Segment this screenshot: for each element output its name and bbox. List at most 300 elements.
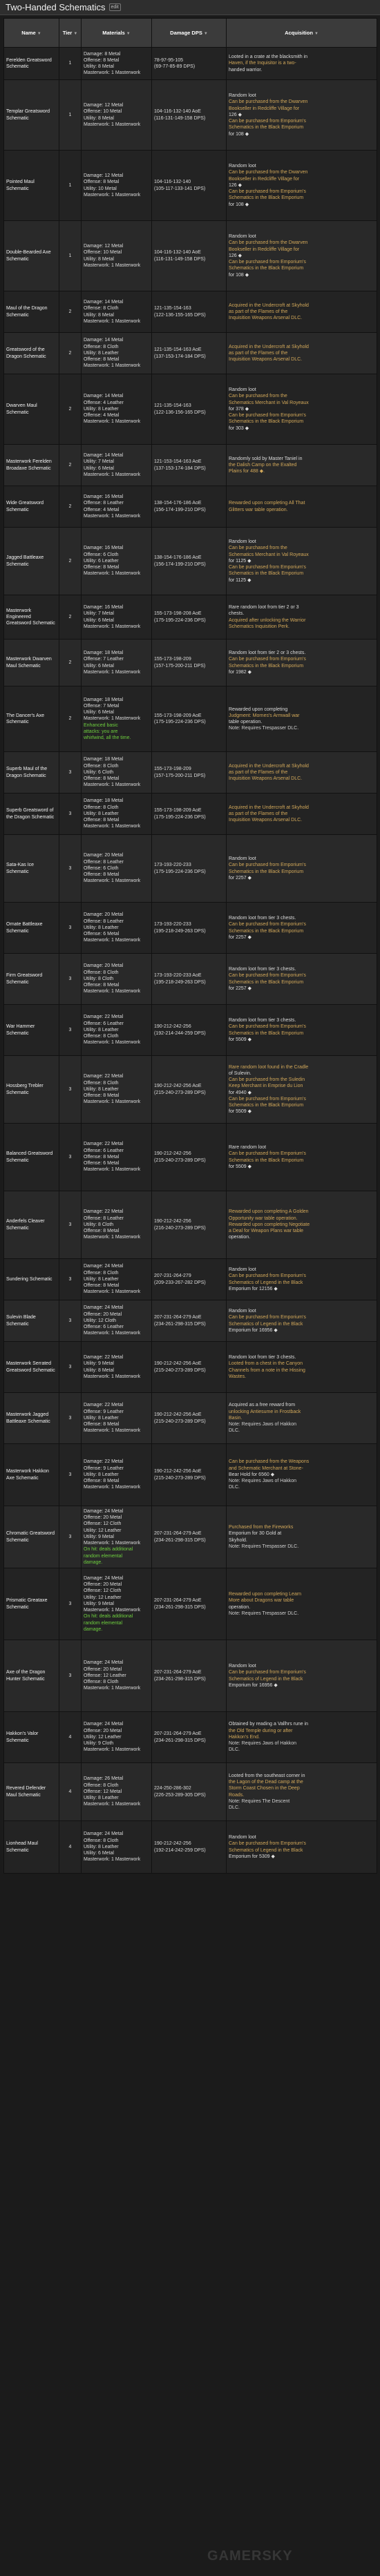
damage-line: 173-193-220-233 AoE bbox=[154, 973, 202, 979]
material-line: Masterwork: 1 Masterwork bbox=[84, 1485, 141, 1490]
material-line: On hit: deals additional bbox=[84, 1614, 133, 1619]
material-line: Offense: 8 Leather bbox=[84, 859, 124, 865]
acquisition-link[interactable]: Inquisition Weapons Arsenal DLC. bbox=[229, 316, 303, 321]
acquisition-line: for 1125 ◆ bbox=[229, 577, 251, 583]
schematic-damage bbox=[152, 48, 227, 80]
schematic-tier: 1 bbox=[59, 151, 82, 221]
material-line: Masterwork: 1 Masterwork bbox=[84, 1099, 141, 1105]
acquisition-link[interactable]: Schematics in the Black Emporium bbox=[229, 125, 304, 131]
header-materials[interactable]: Materials ▼ bbox=[82, 19, 152, 48]
schematic-damage bbox=[152, 1444, 227, 1506]
acquisition-link[interactable]: a Deal for Weapon Plans war table bbox=[229, 1229, 304, 1234]
material-line: Offense: 8 Cloth bbox=[84, 1270, 119, 1276]
schematic-damage bbox=[152, 1821, 227, 1874]
schematic-name[interactable]: Masterwork Serrated Greatsword Schematic bbox=[4, 1342, 59, 1393]
acquisition-link[interactable]: Schematics in the Black Emporium bbox=[229, 571, 304, 577]
table-row bbox=[4, 151, 377, 221]
material-line: Damage: 24 Metal bbox=[84, 1305, 124, 1311]
material-line: Utility: 10 Metal bbox=[84, 186, 117, 191]
acquisition-link[interactable]: Schematics in the Black Emporium bbox=[229, 869, 304, 874]
acquisition-link[interactable]: Schematics of Legend in the Black bbox=[229, 1676, 303, 1682]
acquisition-link[interactable]: Acquired in the Undercroft at Skyhold bbox=[229, 763, 309, 769]
material-line: Utility: 8 Leather bbox=[84, 1415, 119, 1421]
damage-line: (157-175-200-211 DPS) bbox=[154, 773, 206, 778]
damage-line: (215-240-273-289 DPS) bbox=[154, 1367, 206, 1373]
acquisition-link[interactable]: Inquisition Weapons Arsenal DLC. bbox=[229, 818, 303, 823]
material-line: Offense: 9 Leather bbox=[84, 1409, 124, 1414]
material-line: whirlwind, all the time. bbox=[84, 736, 131, 740]
material-line: Offense: 8 Metal bbox=[84, 57, 120, 63]
material-line: Damage: 22 Metal bbox=[84, 1459, 124, 1465]
damage-line: (137-153-174-184 DPS) bbox=[154, 465, 206, 471]
material-line: Utility: 7 Metal bbox=[84, 611, 114, 617]
damage-line: 190-212-242-256 AoE bbox=[154, 1084, 202, 1089]
schematic-acquisition bbox=[227, 1191, 377, 1259]
schematic-name[interactable]: Masterwork Engineered Greatsword Schematic bbox=[4, 595, 59, 640]
acquisition-line: for 108 ◆ bbox=[229, 272, 249, 278]
material-line: Damage: 16 Metal bbox=[84, 546, 124, 551]
acquisition-link[interactable]: Schematics in the Black Emporium bbox=[229, 1102, 304, 1108]
material-line: Offense: 8 Cloth bbox=[84, 306, 119, 311]
schematic-name[interactable]: Ferelden Greatsword Schematic bbox=[4, 48, 59, 80]
material-line: Utility: 9 Metal bbox=[84, 1361, 114, 1367]
schematic-materials bbox=[82, 954, 152, 1005]
acquisition-link[interactable]: Schematics Inquisition Perk. bbox=[229, 624, 289, 629]
material-line: Utility: 8 Leather bbox=[84, 1472, 119, 1477]
material-line: Masterwork: 1 Masterwork bbox=[84, 716, 141, 722]
schematic-name[interactable]: Superb Greatsword of the Dragon Schematic bbox=[4, 794, 59, 835]
schematic-name[interactable]: Sata-Kas Ice Schematic bbox=[4, 835, 59, 903]
schematic-name[interactable]: Chromatic Greatsword Schematic bbox=[4, 1506, 59, 1568]
schematic-name[interactable]: Pointed Maul Schematic bbox=[4, 151, 59, 221]
acquisition-link[interactable]: Rare random loot found in the Cradle bbox=[229, 1064, 309, 1070]
acquisition-line: for 5509 ◆ bbox=[229, 1037, 252, 1042]
acquisition-link[interactable]: Can be purchased from the Dwarven bbox=[229, 99, 308, 105]
material-line: Utility: 8 Leather bbox=[84, 1844, 119, 1849]
schematic-name[interactable]: Masterwork Jagged Battleaxe Schematic bbox=[4, 1393, 59, 1444]
header-damage[interactable]: Damage DPS ▼ bbox=[152, 19, 227, 48]
acquisition-link[interactable]: Acquired in the Undercroft at Skyhold bbox=[229, 805, 309, 810]
acquisition-link[interactable]: Acquired after unlocking the Warrior bbox=[229, 617, 306, 623]
acquisition-line: chests. bbox=[229, 611, 245, 617]
acquisition-link[interactable]: Purchased from the Fireworks bbox=[229, 1525, 294, 1530]
damage-line: (175-195-224-236 DPS) bbox=[154, 814, 206, 820]
damage-line: 173-193-220-233 bbox=[154, 922, 191, 927]
acquisition-line: for 2257 ◆ bbox=[229, 934, 252, 940]
acquisition-link[interactable]: Inquisition Weapons Arsenal DLC. bbox=[229, 776, 303, 782]
material-line: Damage: 22 Metal bbox=[84, 1355, 124, 1361]
table-row bbox=[4, 1712, 377, 1763]
table-row bbox=[4, 1005, 377, 1056]
schematic-materials bbox=[82, 151, 152, 221]
acquisition-link[interactable]: Rewarded upon completing Negotiate bbox=[229, 1222, 310, 1227]
schematic-acquisition bbox=[227, 1393, 377, 1444]
acquisition-line: DLC. bbox=[229, 1805, 240, 1810]
schematic-acquisition bbox=[227, 1300, 377, 1342]
schematic-materials bbox=[82, 1393, 152, 1444]
acquisition-line: Note: Requires The Descent bbox=[229, 1798, 290, 1804]
schematic-tier: 3 bbox=[59, 752, 82, 794]
schematic-damage bbox=[152, 1124, 227, 1191]
acquisition-link[interactable]: as part of the Flames of the bbox=[229, 350, 288, 356]
table-row bbox=[4, 48, 377, 80]
material-line: On hit: deals additional bbox=[84, 1547, 133, 1553]
acquisition-link[interactable]: Haven, if the Inquisitor is a two- bbox=[229, 61, 296, 66]
acquisition-link[interactable]: the Lagon of the Dead camp at the bbox=[229, 1780, 303, 1785]
acquisition-link[interactable]: Schematics in the Black Emporium bbox=[229, 195, 304, 201]
material-line: Offense: 7 Leather bbox=[84, 657, 124, 662]
acquisition-link[interactable]: the Old Temple during or after bbox=[229, 1728, 293, 1733]
damage-line: 190-212-242-256 bbox=[154, 1219, 191, 1224]
acquisition-link[interactable]: Inquisition Weapons Arsenal DLC. bbox=[229, 357, 303, 363]
schematic-damage bbox=[152, 1259, 227, 1300]
schematic-name[interactable]: Lionhead Maul Schematic bbox=[4, 1821, 59, 1874]
schematic-damage bbox=[152, 903, 227, 954]
sort-icon[interactable]: ▼ bbox=[126, 32, 131, 36]
acquisition-link[interactable]: Bookseller in Redcliffe Village for bbox=[229, 106, 300, 111]
material-line: Damage: 12 Metal bbox=[84, 103, 124, 108]
schematic-name[interactable]: Hakkon's Valor Schematic bbox=[4, 1712, 59, 1763]
material-line: Utility: 8 Leather bbox=[84, 350, 119, 356]
schematic-name[interactable]: Masterwork Hakkon Axe Schematic bbox=[4, 1444, 59, 1506]
acquisition-link[interactable]: Acquired in the Undercroft at Skyhold bbox=[229, 302, 309, 308]
acquisition-link[interactable]: Can be purchased from Emporium's bbox=[229, 1024, 306, 1030]
acquisition-link[interactable]: Can be purchased from Emporium's bbox=[229, 922, 306, 927]
material-line: Offense: 8 Metal bbox=[84, 1422, 120, 1428]
acquisition-link[interactable]: Can be purchased from Emporium's bbox=[229, 565, 306, 570]
schematic-name[interactable]: Anderfels Cleaver Schematic bbox=[4, 1191, 59, 1259]
schematic-name[interactable]: Maul of the Dragon Schematic bbox=[4, 291, 59, 333]
damage-line: (175-195-224-236 DPS) bbox=[154, 720, 206, 724]
schematic-name[interactable]: Sulevin Blade Schematic bbox=[4, 1300, 59, 1342]
acquisition-link[interactable]: Plains for 488 ◆. bbox=[229, 469, 265, 474]
acquisition-link[interactable]: Can be purchased from the Dwarven bbox=[229, 170, 308, 175]
material-line: Offense: 8 Metal bbox=[84, 1479, 120, 1484]
schematic-materials bbox=[82, 333, 152, 374]
schematic-tier: 3 bbox=[59, 1124, 82, 1191]
material-line: Damage: 24 Metal bbox=[84, 1832, 124, 1837]
schematic-name[interactable]: Templar Greatsword Schematic bbox=[4, 80, 59, 151]
damage-line: 121-135-154-163 AoE bbox=[154, 347, 202, 353]
acquisition-link[interactable]: Schematics in the Black Emporium bbox=[229, 663, 304, 669]
material-line: Masterwork: 1 Masterwork bbox=[84, 782, 141, 788]
schematic-acquisition bbox=[227, 333, 377, 374]
damage-line: (105-117-133-141 DPS) bbox=[154, 186, 206, 191]
acquisition-link[interactable]: Bookseller in Redcliffe Village for bbox=[229, 247, 300, 252]
damage-line: 78-97-95-105 bbox=[154, 57, 184, 63]
damage-line: 190-212-242-256 bbox=[154, 1841, 191, 1847]
material-line: Utility: 8 Cloth bbox=[84, 1222, 114, 1227]
table-row bbox=[4, 835, 377, 903]
material-line: Masterwork: 1 Masterwork bbox=[84, 878, 141, 884]
schematic-name[interactable]: Prismatic Greataxe Schematic bbox=[4, 1568, 59, 1640]
damage-line: (175-195-224-236 DPS) bbox=[154, 869, 206, 874]
damage-line: 138-154-176-186 AoE bbox=[154, 555, 202, 561]
material-line: Utility: 9 Metal bbox=[84, 1534, 114, 1539]
acquisition-link[interactable]: Rewarded upon completing All That bbox=[229, 501, 305, 506]
acquisition-link[interactable]: Can be purchased from the bbox=[229, 546, 287, 551]
acquisition-link[interactable]: unlocking Antiesume in Frostback bbox=[229, 1409, 301, 1414]
acquisition-link[interactable]: Can be purchased from Emporium's bbox=[229, 973, 306, 979]
acquisition-line: Random loot bbox=[229, 1664, 256, 1669]
schematic-name[interactable]: Double-Bearded Axe Schematic bbox=[4, 221, 59, 291]
schematic-acquisition bbox=[227, 80, 377, 151]
schematic-tier: 2 bbox=[59, 445, 82, 486]
acquisition-line: Skyhold. bbox=[229, 1537, 247, 1543]
acquisition-link[interactable]: Bookseller in Redcliffe Village for bbox=[229, 176, 300, 182]
acquisition-link[interactable]: Channels from a note in the Hissing bbox=[229, 1367, 305, 1373]
acquisition-link[interactable]: Schematics in the Black Emporium bbox=[229, 1030, 304, 1036]
material-line: Masterwork: 1 Masterwork bbox=[84, 1857, 141, 1863]
sort-icon[interactable]: ▼ bbox=[73, 32, 78, 36]
acquisition-link[interactable]: Rewarded upon completing Learn bbox=[229, 1592, 302, 1597]
acquisition-link[interactable]: Can be purchased from Emporium's bbox=[229, 1315, 306, 1320]
acquisition-link[interactable]: Schematics in the Black Emporium bbox=[229, 928, 304, 934]
material-line: Damage: 14 Metal bbox=[84, 394, 124, 399]
acquisition-link[interactable]: Can be purchased from the Dwarven bbox=[229, 240, 308, 246]
damage-line: (234-261-298-315 DPS) bbox=[154, 1738, 206, 1743]
schematic-name[interactable]: Axe of the Dragon Hunter Schematic bbox=[4, 1640, 59, 1712]
material-line: Masterwork: 1 Masterwork bbox=[84, 419, 141, 425]
schematic-damage bbox=[152, 1393, 227, 1444]
schematic-acquisition bbox=[227, 1712, 377, 1763]
acquisition-link[interactable]: Can be purchased from Emporium's bbox=[229, 1841, 306, 1847]
acquisition-line: Random loot bbox=[229, 387, 256, 393]
acquisition-link[interactable]: Schematics Merchant in Val Royeaux bbox=[229, 552, 309, 557]
material-line: Damage: 16 Metal bbox=[84, 494, 124, 500]
damage-line: 190-212-242-256 AoE bbox=[154, 1361, 202, 1367]
sort-icon[interactable]: ▼ bbox=[37, 32, 41, 36]
schematic-name[interactable]: Wide Greatsword Schematic bbox=[4, 486, 59, 528]
schematic-name[interactable]: Masterwork Dwarven Maul Schematic bbox=[4, 640, 59, 686]
schematic-name[interactable]: Ornate Battleaxe Schematic bbox=[4, 903, 59, 954]
schematic-damage bbox=[152, 486, 227, 528]
material-line: Masterwork: 1 Masterwork bbox=[84, 1541, 141, 1546]
acquisition-link[interactable]: Can be purchased from the Suledin bbox=[229, 1077, 305, 1083]
schematic-acquisition bbox=[227, 640, 377, 686]
schematic-name[interactable]: Balanced Greatsword Schematic bbox=[4, 1124, 59, 1191]
damage-line: (116-131-149-158 DPS) bbox=[154, 256, 206, 262]
sort-icon[interactable]: ▼ bbox=[203, 32, 208, 36]
material-line: Offense: 4 Leather bbox=[84, 400, 124, 405]
material-line: Damage: 16 Metal bbox=[84, 605, 124, 611]
acquisition-link[interactable]: Schematics of Legend in the Black bbox=[229, 1847, 303, 1853]
schematic-acquisition bbox=[227, 686, 377, 752]
schematic-name[interactable]: Revered Defender Maul Schematic bbox=[4, 1763, 59, 1821]
acquisition-link[interactable]: the Dalish Camp on the Exalted bbox=[229, 462, 297, 468]
damage-line: (215-240-273-289 DPS) bbox=[154, 1419, 206, 1424]
schematic-tier: 3 bbox=[59, 1259, 82, 1300]
acquisition-link[interactable]: Opportunity war table operation. bbox=[229, 1215, 298, 1221]
table-row bbox=[4, 903, 377, 954]
sort-icon[interactable]: ▼ bbox=[314, 32, 319, 36]
schematic-damage bbox=[152, 291, 227, 333]
table-row bbox=[4, 1763, 377, 1821]
schematic-name[interactable]: Masterwork Ferelden Broadaxe Schematic bbox=[4, 445, 59, 486]
schematic-materials bbox=[82, 1191, 152, 1259]
schematic-name[interactable]: The Dancer's Axe Schematic bbox=[4, 686, 59, 752]
acquisition-link[interactable]: Roads. bbox=[229, 1792, 245, 1798]
acquisition-link[interactable]: Can be purchased from Emporium's bbox=[229, 863, 306, 868]
material-line: Utility: 6 Leather bbox=[84, 558, 119, 564]
schematic-tier: 3 bbox=[59, 1005, 82, 1056]
acquisition-line: for 4940 ◆ bbox=[229, 1090, 252, 1095]
table-row bbox=[4, 221, 377, 291]
acquisition-link[interactable]: Glitters war table operation. bbox=[229, 507, 288, 512]
acquisition-link[interactable]: Schematics of Legend in the Black bbox=[229, 1280, 303, 1285]
acquisition-link[interactable]: Can be purchased from Emporium's bbox=[229, 1096, 306, 1102]
schematic-damage bbox=[152, 80, 227, 151]
acquisition-link[interactable]: Keep Merchant in Emprise du Lion bbox=[229, 1084, 303, 1089]
acquisition-link[interactable]: Can be purchased from Emporium's bbox=[229, 1151, 306, 1157]
acquisition-line: Acquired as a free reward from bbox=[229, 1403, 296, 1408]
acquisition-link[interactable]: Can be purchased from Emporium's bbox=[229, 189, 306, 195]
acquisition-link[interactable]: Can be purchased from the bbox=[229, 394, 287, 399]
schematic-tier: 3 bbox=[59, 1342, 82, 1393]
acquisition-link[interactable]: More about Dragons war table bbox=[229, 1598, 294, 1604]
material-line: Utility: 12 Leather bbox=[84, 1595, 122, 1600]
acquisition-link[interactable]: Acquired in the Undercroft at Skyhold bbox=[229, 344, 309, 349]
damage-line: (175-195-224-236 DPS) bbox=[154, 617, 206, 623]
material-line: Masterwork: 1 Masterwork bbox=[84, 122, 141, 127]
material-line: Masterwork: 1 Masterwork bbox=[84, 669, 141, 675]
acquisition-link[interactable]: Storm Coast Chosen in the Deep bbox=[229, 1786, 300, 1791]
material-line: Damage: 24 Metal bbox=[84, 1660, 124, 1666]
acquisition-link[interactable]: as part of the Flames of the bbox=[229, 769, 288, 775]
material-line: Masterwork: 1 Masterwork bbox=[84, 824, 141, 829]
acquisition-link[interactable]: Schematics of Legend in the Black bbox=[229, 1321, 303, 1327]
schematic-name[interactable]: Dwarven Maul Schematic bbox=[4, 374, 59, 445]
acquisition-line: for 5509 ◆ bbox=[229, 1164, 252, 1169]
acquisition-link[interactable]: Schematics Merchant in Val Royeaux bbox=[229, 400, 309, 405]
schematic-materials bbox=[82, 48, 152, 80]
material-line: Utility: 8 Leather bbox=[84, 1027, 119, 1032]
acquisition-line: Randomly sold by Master Taniel in bbox=[229, 456, 303, 461]
schematic-materials bbox=[82, 221, 152, 291]
material-line: Masterwork: 1 Masterwork bbox=[84, 1331, 141, 1336]
material-line: Damage: 22 Metal bbox=[84, 1209, 124, 1215]
schematic-acquisition bbox=[227, 221, 377, 291]
acquisition-link[interactable]: Hakkon's End. bbox=[229, 1734, 260, 1740]
material-line: Offense: 12 Cloth bbox=[84, 1521, 122, 1527]
schematic-name[interactable]: Superb Maul of the Dragon Schematic bbox=[4, 752, 59, 794]
acquisition-link[interactable]: Rewarded upon completing A Golden bbox=[229, 1209, 309, 1215]
schematic-tier: 4 bbox=[59, 1821, 82, 1874]
acquisition-line: Emporium for 30 Gold at bbox=[229, 1531, 282, 1537]
acquisition-link[interactable]: Can be purchased from Emporium's bbox=[229, 413, 306, 419]
acquisition-line: handed warrior. bbox=[229, 67, 263, 73]
schematic-damage bbox=[152, 1763, 227, 1821]
material-line: Enhanced basic bbox=[84, 722, 118, 728]
schematic-acquisition bbox=[227, 1763, 377, 1821]
schematic-damage bbox=[152, 445, 227, 486]
schematic-acquisition bbox=[227, 1259, 377, 1300]
schematic-name[interactable]: Hossberg Trebler Schematic bbox=[4, 1056, 59, 1124]
table-row bbox=[4, 486, 377, 528]
schematic-name[interactable]: Jagged Battleaxe Schematic bbox=[4, 528, 59, 595]
material-line: Offense: 8 Metal bbox=[84, 1283, 120, 1289]
material-line: Masterwork: 1 Masterwork bbox=[84, 1686, 141, 1691]
acquisition-link[interactable]: Looted from a chest in the Canyon bbox=[229, 1361, 303, 1367]
material-line: Damage: 18 Metal bbox=[84, 798, 124, 804]
schematic-name[interactable]: Sundering Schematic bbox=[4, 1259, 59, 1300]
material-line: Damage: 24 Metal bbox=[84, 1509, 124, 1515]
schematic-tier: 3 bbox=[59, 835, 82, 903]
table-row bbox=[4, 954, 377, 1005]
acquisition-link[interactable]: Basin. bbox=[229, 1415, 243, 1421]
damage-line: (122-136-155-165 DPS) bbox=[154, 312, 206, 318]
acquisition-link[interactable]: Can be purchased from Emporium's bbox=[229, 1670, 306, 1675]
acquisition-link[interactable]: as part of the Flames of the bbox=[229, 811, 288, 816]
header-acquisition[interactable]: Acquisition ▼ bbox=[227, 19, 377, 48]
material-line: Offense: 8 Metal bbox=[84, 1154, 120, 1160]
damage-line: 207-231-264-279 AoE bbox=[154, 1731, 202, 1737]
header-tier[interactable]: Tier ▼ bbox=[59, 19, 82, 48]
damage-line: 190-212-242-256 AoE bbox=[154, 1469, 202, 1474]
schematic-damage bbox=[152, 1640, 227, 1712]
acquisition-link[interactable]: Schematics in the Black Emporium bbox=[229, 1157, 304, 1163]
acquisition-link[interactable]: Judgment: Mornes's Armwall war bbox=[229, 713, 300, 718]
material-line: Utility: 6 Metal bbox=[84, 1851, 114, 1856]
schematic-tier: 3 bbox=[59, 1568, 82, 1640]
material-line: Offense: 8 Cloth bbox=[84, 805, 119, 810]
damage-line: 155-173-198-208 AoE bbox=[154, 611, 202, 617]
acquisition-link[interactable]: Can be purchased from Emporium's bbox=[229, 260, 306, 265]
schematic-name[interactable]: War Hammer Schematic bbox=[4, 1005, 59, 1056]
acquisition-link[interactable]: Can be purchased from Emporium's bbox=[229, 1273, 306, 1279]
material-line: Offense: 8 Metal bbox=[84, 983, 120, 988]
material-line: Utility: 8 Metal bbox=[84, 256, 114, 262]
acquisition-link[interactable]: Can be purchased from the Weapons bbox=[229, 1459, 310, 1465]
acquisition-line: Random loot bbox=[229, 1309, 256, 1314]
table-row bbox=[4, 595, 377, 640]
material-line: Masterwork: 1 Masterwork bbox=[84, 1428, 141, 1434]
table-row bbox=[4, 291, 377, 333]
acquisition-link[interactable]: Schematics in the Black Emporium bbox=[229, 419, 304, 425]
material-line: Offense: 8 Cloth bbox=[84, 1838, 119, 1843]
page-header bbox=[0, 0, 380, 15]
acquisition-link[interactable]: as part of the Flames of the bbox=[229, 309, 288, 314]
damage-line: (215-240-273-289 DPS) bbox=[154, 1475, 206, 1481]
header-name[interactable]: Name ▼ bbox=[4, 19, 59, 48]
acquisition-link[interactable]: Can be purchased from Emporium's bbox=[229, 119, 306, 124]
schematic-name[interactable]: Firm Greatsword Schematic bbox=[4, 954, 59, 1005]
acquisition-link[interactable]: Schematics in the Black Emporium bbox=[229, 979, 304, 985]
material-line: Offense: 8 Cloth bbox=[84, 1782, 119, 1788]
acquisition-link[interactable]: Schematics in the Black Emporium bbox=[229, 266, 304, 271]
schematic-materials bbox=[82, 1005, 152, 1056]
material-line: Offense: 12 Leather bbox=[84, 1673, 126, 1678]
table-row bbox=[4, 1342, 377, 1393]
schematic-tier: 3 bbox=[59, 1393, 82, 1444]
edit-icon[interactable]: edit bbox=[109, 3, 121, 11]
acquisition-link[interactable]: and Schematic Merchant at Stone- bbox=[229, 1465, 303, 1471]
material-line: Utility: 8 Leather bbox=[84, 811, 119, 816]
watermark-logo: GAMERSKY bbox=[207, 2548, 293, 2564]
acquisition-link[interactable]: Wastes. bbox=[229, 1374, 247, 1379]
schematic-materials bbox=[82, 640, 152, 686]
schematic-materials bbox=[82, 1712, 152, 1763]
table-row bbox=[4, 1191, 377, 1259]
schematic-tier: 3 bbox=[59, 1056, 82, 1124]
material-line: Offense: 6 Leather bbox=[84, 1021, 124, 1026]
acquisition-link[interactable]: Can be purchased from Emporium's bbox=[229, 657, 306, 662]
schematic-name[interactable]: Greatsword of the Dragon Schematic bbox=[4, 333, 59, 374]
table-row bbox=[4, 1506, 377, 1568]
schematic-materials bbox=[82, 835, 152, 903]
material-line: Utility: 12 Leather bbox=[84, 1734, 122, 1740]
material-line: Offense: 8 Leather bbox=[84, 919, 124, 924]
